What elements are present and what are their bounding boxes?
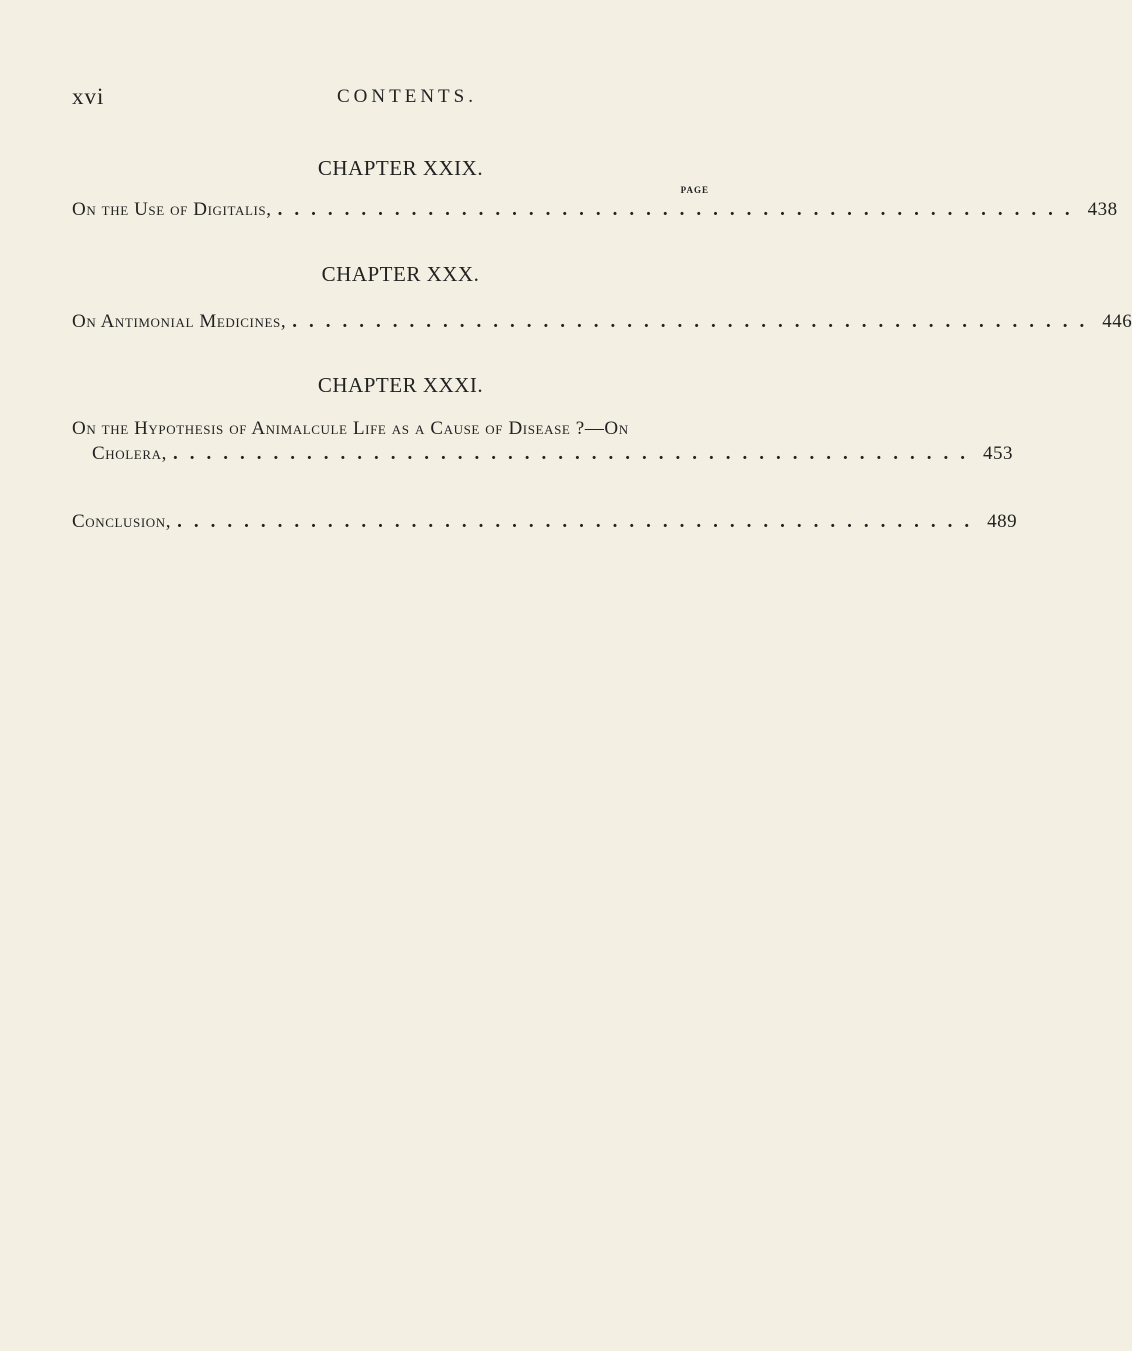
toc-entry-digitalis[interactable]	[72, 199, 1118, 221]
toc-entry-page: 438	[1087, 199, 1118, 220]
toc-entry-title: On the Use of Digitalis,	[72, 199, 272, 220]
dot-leader: ................................................	[277, 199, 1082, 220]
toc-entry-page: 489	[987, 511, 1018, 532]
chapter-heading-29: CHAPTER XXIX.	[317, 156, 484, 180]
page-header	[72, 84, 729, 116]
toc-entry-title: Cholera,	[92, 443, 167, 464]
page-column-label: PAGE	[680, 185, 709, 195]
page-folio: xvi	[72, 84, 105, 109]
dot-leader: ................................................	[292, 311, 1097, 332]
toc-entry-hypothesis-line2[interactable]	[92, 443, 1013, 465]
toc-entry-antimonial[interactable]	[72, 311, 1132, 333]
toc-entry-hypothesis-line1[interactable]: On the Hypothesis of Animalcule Life as a Cause of Disease ?—On	[72, 418, 629, 439]
toc-entry-page: 453	[982, 443, 1013, 464]
dot-leader: ................................................	[177, 511, 982, 532]
toc-entry-title: On Antimonial Medicines,	[72, 311, 287, 332]
chapter-heading-30: CHAPTER XXX.	[321, 262, 480, 286]
toc-entry-title: Conclusion,	[72, 511, 172, 532]
dot-leader: ................................................	[172, 443, 977, 464]
running-head: CONTENTS.	[337, 86, 477, 107]
toc-entry-conclusion[interactable]	[72, 511, 1018, 533]
chapter-heading-31: CHAPTER XXXI.	[317, 373, 484, 397]
toc-entry-page: 446	[1102, 311, 1132, 332]
